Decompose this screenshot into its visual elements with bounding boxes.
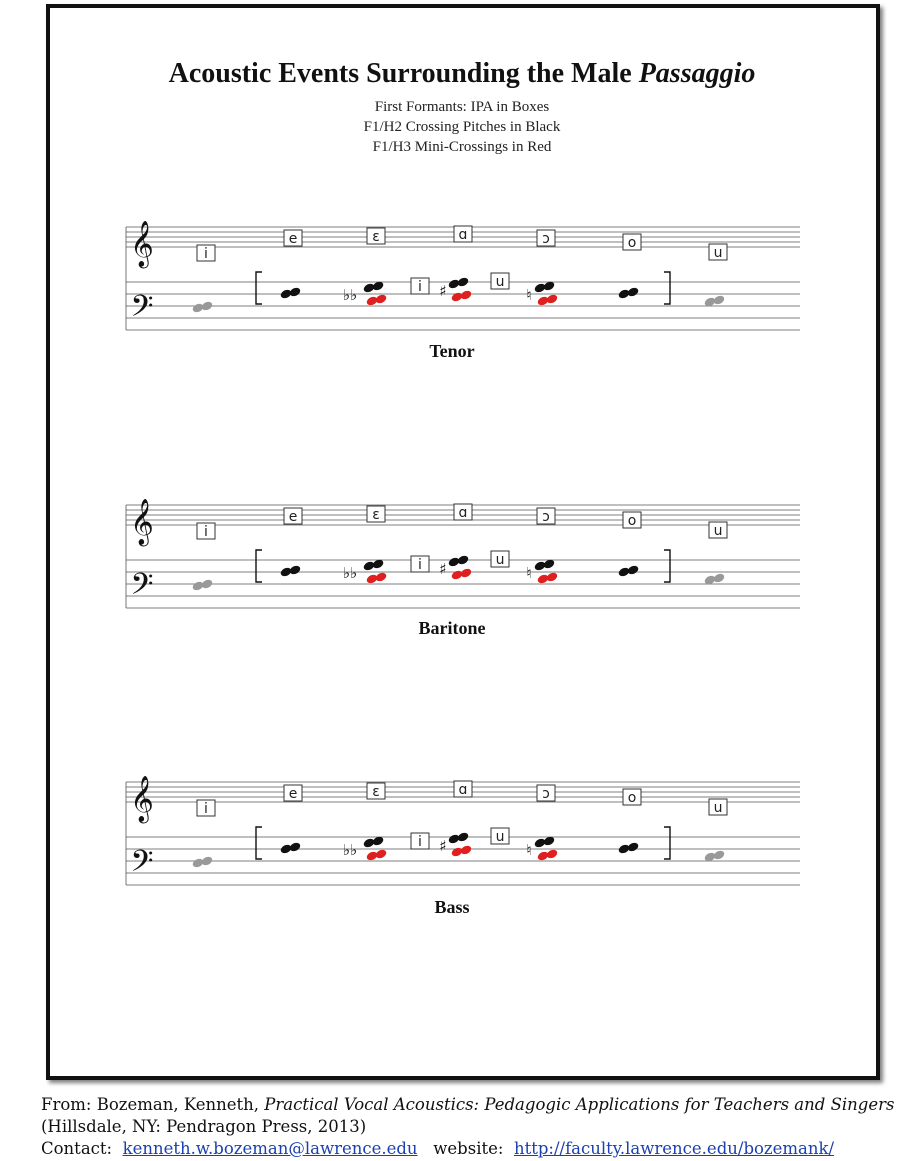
tenor-vowel-5-text: o — [627, 235, 637, 251]
bass-sharp-icon: ♯ — [439, 837, 447, 855]
bass-treble-clef-icon: 𝄞 — [130, 776, 154, 822]
citation — [41, 1094, 911, 1160]
title-italic: Passaggio — [638, 58, 756, 89]
bass-vowel-4-text: ɔ — [542, 786, 550, 802]
contact-label: Contact: — [41, 1139, 123, 1158]
bass-black-note-3-b — [456, 831, 469, 843]
tenor-vowel-0-text: i — [204, 246, 208, 262]
tenor-flat-icon: ♭♭ — [342, 286, 358, 304]
subtitle-3: F1/H3 Mini-Crossings in Red — [372, 139, 552, 155]
tenor-vowel-3-text: ɑ — [458, 227, 468, 243]
tenor-black-note-5-b — [626, 286, 639, 298]
citation-prefix: From: Bozeman, Kenneth, — [41, 1095, 265, 1114]
title-text: Acoustic Events Surrounding the Male — [168, 58, 639, 89]
citation-publisher: (Hillsdale, NY: Pendragon Press, 2013) — [41, 1117, 367, 1136]
bass-natural-icon: ♮ — [526, 841, 532, 859]
bass-gray-note-right-b — [712, 849, 725, 861]
bass-red-note-3-b — [545, 848, 558, 860]
baritone-vowel-1-text: e — [288, 509, 298, 525]
baritone-treble-clef-icon: 𝄞 — [130, 499, 154, 545]
bass-black-note-1-b — [288, 841, 301, 853]
bass-vowel-1-text: e — [288, 786, 298, 802]
baritone-sharp-icon: ♯ — [439, 560, 447, 578]
baritone-red-note-2-b — [459, 567, 472, 579]
baritone-gray-note-right-b — [712, 572, 725, 584]
baritone-mid-box-i-text: i — [418, 557, 422, 573]
staff-label-bass: Bass — [434, 897, 470, 917]
tenor-treble-clef-icon: 𝄞 — [130, 221, 154, 267]
bass-vowel-5-text: o — [627, 790, 637, 806]
tenor-natural-icon: ♮ — [526, 286, 532, 304]
baritone-black-note-3-b — [456, 554, 469, 566]
tenor-gray-note-left-b — [200, 300, 213, 312]
subtitle-1: First Formants: IPA in Boxes — [374, 99, 550, 115]
baritone-black-note-5-b — [626, 564, 639, 576]
bass-red-note-1-b — [374, 848, 387, 860]
bass-mid-box-i-text: i — [418, 834, 422, 850]
bass-red-note-2-b — [459, 844, 472, 856]
bass-vowel-6-text: u — [713, 800, 723, 816]
tenor-mid-box-u-text: u — [495, 274, 505, 290]
tenor-bracket-left — [256, 272, 262, 304]
tenor-mid-box-i-text: i — [418, 279, 422, 295]
baritone-flat-icon: ♭♭ — [342, 564, 358, 582]
citation-book-title: Practical Vocal Acoustics: Pedagogic Applications for Teachers and Singers — [264, 1095, 895, 1114]
bass-bracket-right — [664, 827, 670, 859]
bass-bass-clef-icon: 𝄢 — [130, 845, 154, 886]
tenor-vowel-1-text: e — [288, 231, 298, 247]
baritone-red-note-3-b — [545, 571, 558, 583]
baritone-gray-note-left-b — [200, 578, 213, 590]
baritone-bass-clef-icon: 𝄢 — [130, 568, 154, 609]
bass-mid-box-u-text: u — [495, 829, 505, 845]
staff-label-baritone: Baritone — [418, 618, 486, 638]
citation-contact — [41, 1138, 911, 1160]
bass-black-note-5-b — [626, 841, 639, 853]
baritone-vowel-3-text: ɑ — [458, 505, 468, 521]
baritone-natural-icon: ♮ — [526, 564, 532, 582]
tenor-vowel-2-text: ɛ — [372, 229, 380, 245]
baritone-vowel-6-text: u — [713, 523, 723, 539]
subtitle-2: F1/H2 Crossing Pitches in Black — [363, 119, 561, 135]
baritone-bracket-right — [664, 550, 670, 582]
citation-source — [41, 1094, 911, 1138]
email-link[interactable]: kenneth.w.bozeman@lawrence.edu — [122, 1139, 418, 1158]
baritone-bracket-left — [256, 550, 262, 582]
bass-flat-icon: ♭♭ — [342, 841, 358, 859]
tenor-red-note-2-b — [459, 289, 472, 301]
baritone-mid-box-u-text: u — [495, 552, 505, 568]
baritone-vowel-0-text: i — [204, 524, 208, 540]
tenor-black-note-1-b — [288, 286, 301, 298]
bass-vowel-3-text: ɑ — [458, 782, 468, 798]
tenor-gray-note-right-b — [712, 294, 725, 306]
staff-label-tenor: Tenor — [429, 341, 475, 361]
tenor-sharp-icon: ♯ — [439, 282, 447, 300]
bass-vowel-0-text: i — [204, 801, 208, 817]
baritone-vowel-5-text: o — [627, 513, 637, 529]
website-link[interactable]: http://faculty.lawrence.edu/bozemank/ — [513, 1139, 835, 1158]
bass-vowel-2-text: ɛ — [372, 784, 380, 800]
tenor-bass-clef-icon: 𝄢 — [130, 290, 154, 331]
baritone-red-note-1-b — [374, 571, 387, 583]
tenor-red-note-1-b — [374, 293, 387, 305]
tenor-vowel-6-text: u — [713, 245, 723, 261]
baritone-black-note-1-b — [288, 564, 301, 576]
tenor-red-note-3-b — [545, 293, 558, 305]
bass-bracket-left — [256, 827, 262, 859]
tenor-vowel-4-text: ɔ — [542, 231, 550, 247]
baritone-vowel-4-text: ɔ — [542, 509, 550, 525]
bass-gray-note-left-b — [200, 855, 213, 867]
website-label: website: — [417, 1139, 514, 1158]
tenor-black-note-3-b — [456, 276, 469, 288]
tenor-bracket-right — [664, 272, 670, 304]
baritone-vowel-2-text: ɛ — [372, 507, 380, 523]
